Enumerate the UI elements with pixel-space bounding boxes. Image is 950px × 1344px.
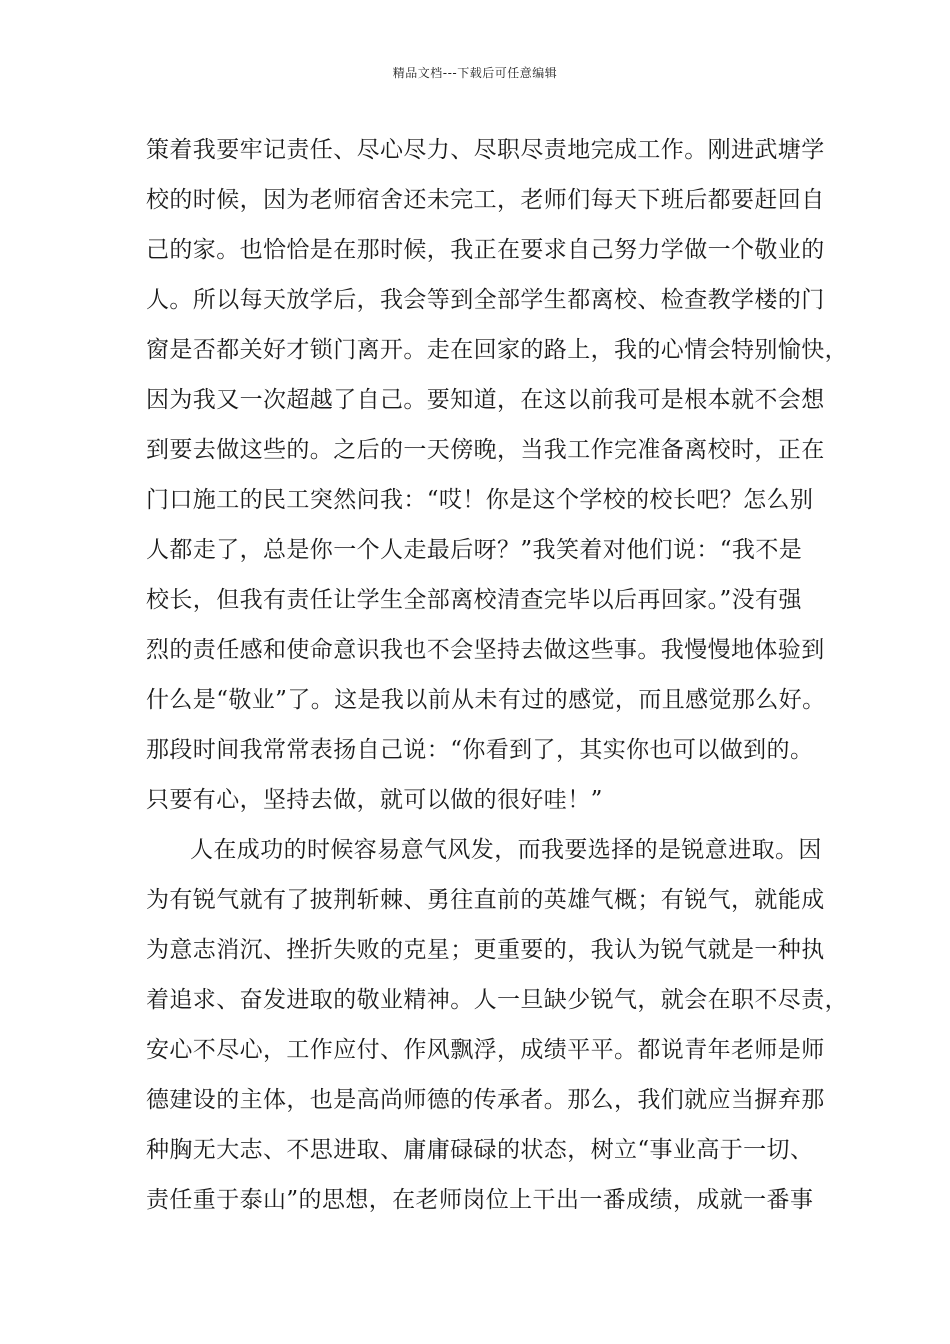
text-line: 烈的责任感和使命意识我也不会坚持去做这些事。我慢慢地体验到 — [146, 637, 825, 663]
page-header: 精品文档---下载后可任意编辑 — [392, 66, 558, 80]
paragraph-first-line: 人在成功的时候容易意气风发，而我要选择的是锐意进取。因 — [190, 837, 822, 863]
text-line: 什么是“敬业”了。这是我以前从未有过的感觉，而且感觉那么好。 — [146, 687, 826, 713]
text-line: 窗是否都关好才锁门离开。走在回家的路上，我的心情会特别愉快， — [146, 337, 848, 363]
text-line: 策着我要牢记责任、尽心尽力、尽职尽责地完成工作。刚进武塘学 — [146, 137, 825, 163]
text-line: 德建设的主体，也是高尚师德的传承者。那么，我们就应当摒弃那 — [146, 1087, 825, 1113]
text-line: 因为我又一次超越了自己。要知道，在这以前我可是根本就不会想 — [146, 387, 825, 413]
text-line: 安心不尽心，工作应付、作风飘浮，成绩平平。都说青年老师是师 — [146, 1037, 825, 1063]
text-line: 为意志消沉、挫折失败的克星；更重要的，我认为锐气就是一种执 — [146, 937, 825, 963]
text-line: 人。所以每天放学后，我会等到全部学生都离校、检查教学楼的门 — [146, 287, 825, 313]
text-line: 人都走了，总是你一个人走最后呀？”我笑着对他们说：“我不是 — [146, 537, 803, 563]
text-line: 那段时间我常常表扬自己说：“你看到了，其实你也可以做到的。 — [146, 737, 814, 763]
text-line: 校的时候，因为老师宿舍还未完工，老师们每天下班后都要赶回自 — [146, 187, 825, 213]
text-line: 校长，但我有责任让学生全部离校清查完毕以后再回家。”没有强 — [146, 587, 802, 613]
text-line: 责任重于泰山”的思想，在老师岗位上干出一番成绩，成就一番事 — [146, 1187, 814, 1213]
text-line: 着追求、奋发进取的敬业精神。人一旦缺少锐气，就会在职不尽责， — [146, 987, 848, 1013]
text-line: 到要去做这些的。之后的一天傍晚，当我工作完准备离校时，正在 — [146, 437, 825, 463]
text-line: 门口施工的民工突然问我：“哎！你是这个学校的校长吧？怎么别 — [146, 487, 814, 513]
text-line: 为有锐气就有了披荆斩棘、勇往直前的英雄气概；有锐气，就能成 — [146, 887, 825, 913]
text-line: 己的家。也恰恰是在那时候，我正在要求自己努力学做一个敬业的 — [146, 237, 825, 263]
text-line: 种胸无大志、不思进取、庸庸碌碌的状态，树立“事业高于一切、 — [146, 1137, 814, 1163]
text-line: 只要有心，坚持去做，就可以做的很好哇！” — [146, 787, 603, 813]
